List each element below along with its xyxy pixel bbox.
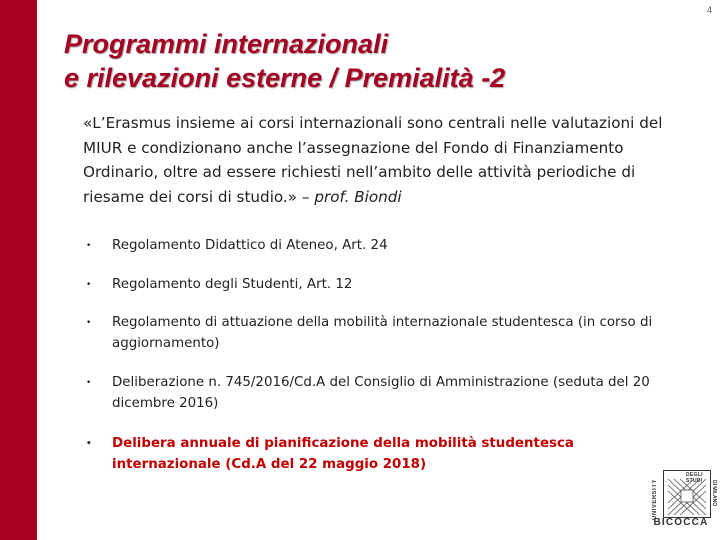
quote-text: «L’Erasmus insieme ai corsi internazionali sono centrali nelle valutazioni del MIUR e condizionano anche l’assegnazione del Fondo di Finanziamento Ordinario, oltre ad essere richiesti nell’ambito delle attività periodiche di riesame dei corsi di studio.» – (83, 114, 663, 206)
bullet-icon: • (86, 241, 92, 251)
logo-name: BICOCCA (653, 517, 709, 528)
list-item (83, 275, 663, 296)
logo-top-label: DEGLI STUDI (686, 472, 703, 484)
university-logo (652, 470, 717, 530)
quote-author: prof. Biondi (314, 187, 402, 206)
list-item-text: Regolamento di attuazione della mobilità internazionale studentesca (in corso di aggiornamento) (112, 315, 653, 351)
quote-block (83, 111, 683, 209)
slide-title (64, 27, 684, 95)
list-item (83, 313, 663, 354)
list-item-text: Regolamento degli Studenti, Art. 12 (112, 276, 353, 292)
bullet-icon: • (86, 279, 92, 290)
logo-emblem (663, 470, 717, 518)
regulation-list (83, 236, 663, 475)
side-accent-bar (0, 0, 37, 540)
list-item (83, 373, 663, 414)
list-item-text: Deliberazione n. 745/2016/Cd.A del Consiglio di Amministrazione (seduta del 20 dicembre 2016) (112, 375, 650, 411)
bullet-icon: • (86, 378, 92, 388)
slide-title-line-1: Programmi internazionali (64, 29, 389, 59)
list-item-text: Delibera annuale di pianificazione della mobilità studentesca internazionale (Cd.A del 22 maggio 2018) (112, 436, 574, 472)
slide-title-line-2: e rilevazioni esterne / Premialità -2 (64, 63, 506, 93)
bullet-icon: • (86, 439, 92, 449)
page-number: 4 (706, 5, 712, 15)
bullet-icon: • (86, 318, 92, 328)
list-item-highlighted (83, 434, 663, 475)
logo-university-label: UNIVERSITY (652, 478, 658, 520)
list-item-text: Regolamento Didattico di Ateneo, Art. 24 (112, 238, 388, 253)
logo-right-label: DI MILANO (711, 480, 717, 507)
list-item (83, 236, 663, 257)
